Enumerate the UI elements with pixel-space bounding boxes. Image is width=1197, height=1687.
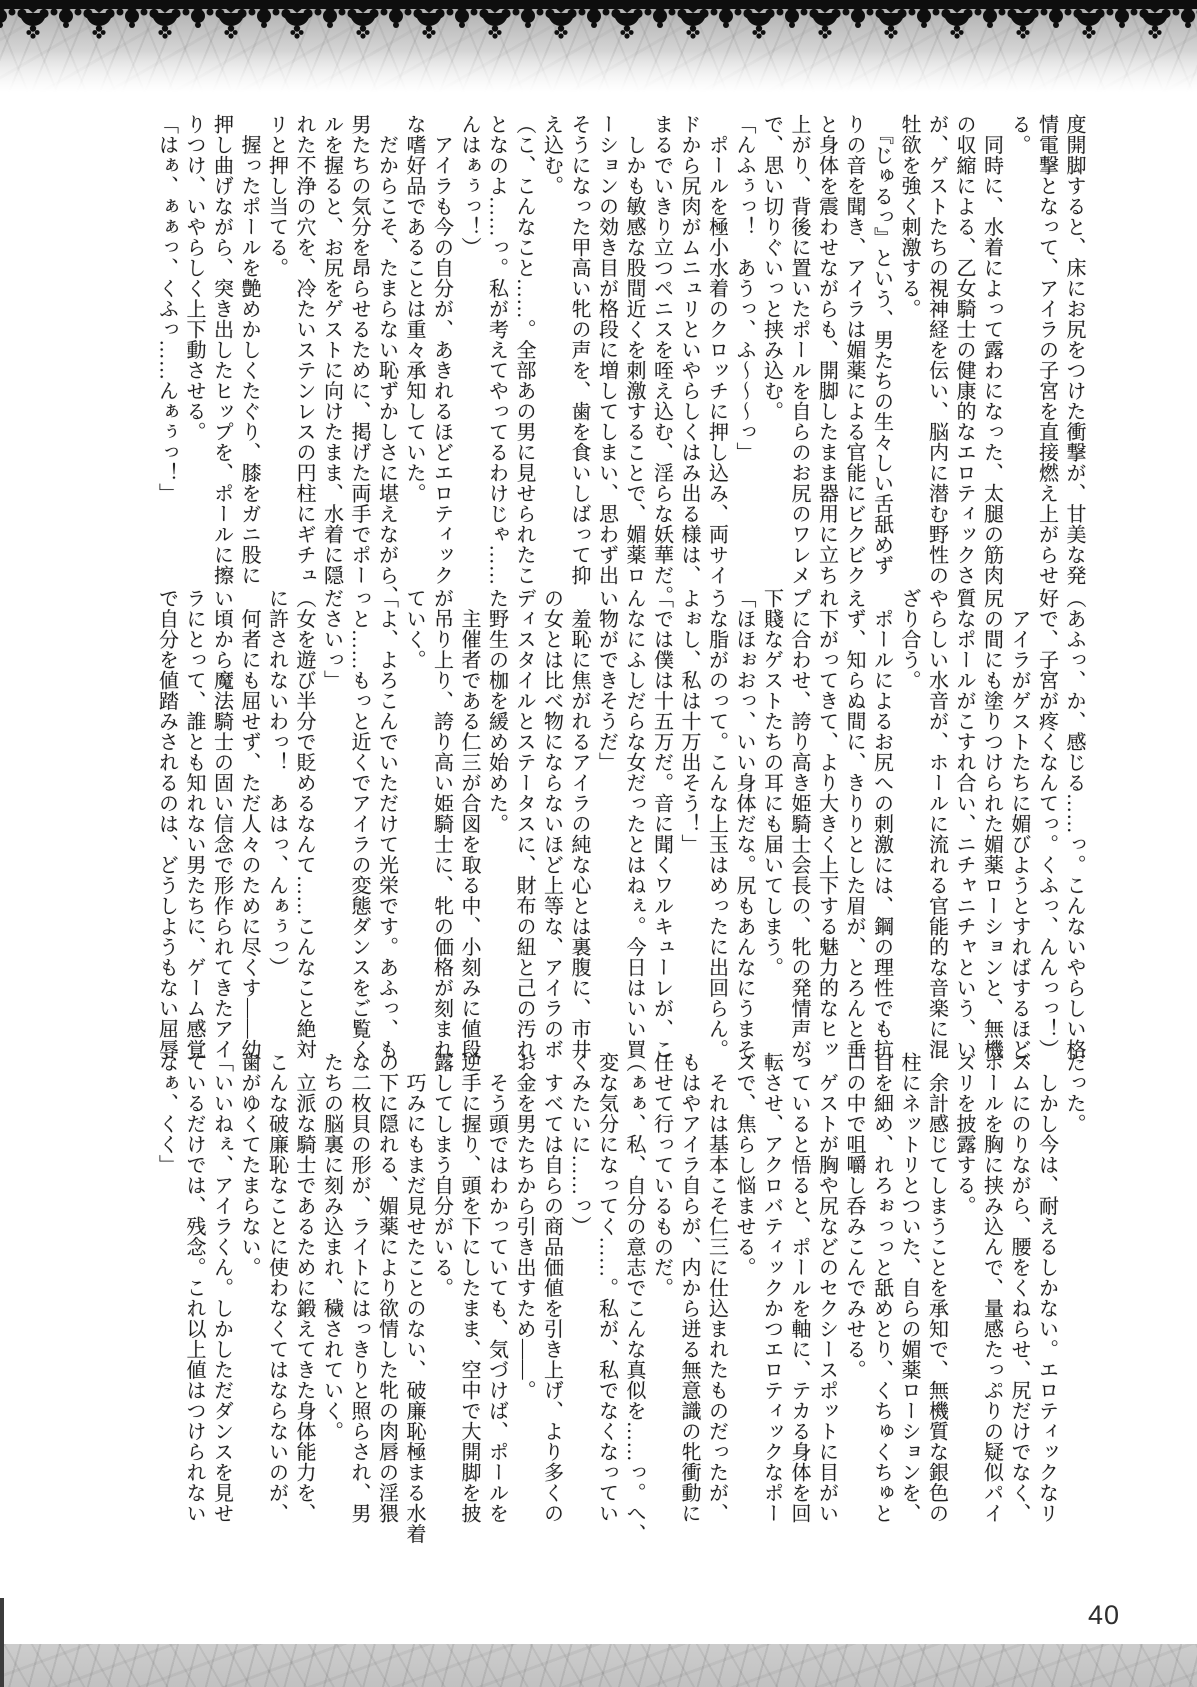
text-column: の女とは比べ物にならないほど上等な、アイラのボ [540, 588, 563, 1060]
text-column: ディスタイルとステータスに、財布の紐と己の汚れ [513, 588, 535, 1060]
text-column: え込む。 [540, 114, 563, 196]
text-column: た野生の枷を緩め始めた。 [485, 588, 508, 834]
text-column: い頃から魔法騎士の固い信念で形作られてきたアイ [210, 588, 233, 1060]
text-column: ラにとって、誰とも知れない男たちに、ゲーム感覚 [183, 588, 205, 1060]
text-column: たちの脳裏に刻み込まれ、穢されていく。 [320, 1052, 343, 1442]
text-column: りの音を聞き、アイラは媚薬による官能にビクビク [843, 114, 865, 586]
text-column: 巧みにもまだ見せたことのない、破廉恥極まる水着 [403, 1052, 425, 1544]
text-column: ているだけでは、残念。これ以上値はつけられない [183, 1052, 205, 1524]
text-column: もはやアイラ自らが、内から迸る無意識の牝衝動に [678, 1052, 700, 1524]
text-column: 逆手に握り、頭を下にしたまま、空中で大開脚を披 [458, 1052, 480, 1524]
text-column: うな脂がのって。こんな上玉はめったに出回らん。 [705, 588, 728, 1060]
text-column: （こ、こんなこと……。全部あの男に見せられたこ [513, 114, 535, 586]
text-column: が、ゲストたちの視神経を伝い、脳内に潜む野性の [925, 114, 948, 586]
text-column: なぁ、くく」 [155, 1052, 178, 1175]
text-column: 任せて行っているものだ。 [650, 1052, 673, 1298]
text-column: る。 [1008, 114, 1030, 155]
text-column: アイラがゲストたちに媚びようとすればするほど、 [1008, 588, 1030, 1080]
text-column: ていく。 [403, 588, 425, 670]
text-column: で、思い切りぐいっと挟み込む。 [760, 114, 783, 422]
text-column: （あふっ、か、感じる……っ。こんないやらしい格 [1063, 588, 1085, 1060]
text-column: が吊り上り、誇り高い姫騎士に、牝の価格が刻まれ [430, 588, 453, 1060]
page-number: 40 [1088, 1600, 1121, 1630]
text-column: 主催者である仁三が合図を取る中、小刻みに値段 [458, 588, 480, 1060]
text-column: っていると悟ると、ポールを軸に、テカる身体を回 [788, 1052, 810, 1524]
text-column: 「んふぅっ！ あうっ、ふ～～～っ」 [733, 114, 755, 463]
text-column: 尻の間にも塗りつけられた媚薬ローションと、無機 [980, 588, 1003, 1060]
text-column: アイラも今の自分が、あきれるほどエロティック [430, 114, 453, 586]
text-column: の収縮による、乙女騎士の健康的なエロティックさ [953, 114, 975, 586]
text-column: すべては自らの商品価値を引き上げ、より多くの [540, 1052, 563, 1524]
text-column: 同時に、水着によって露わになった、太腿の筋肉 [980, 114, 1003, 586]
text-column: に許されないわっ！ あはっ、んぁぅっ） [265, 588, 288, 978]
text-column: い物ができそうだ」 [595, 588, 618, 773]
text-column: 「はぁ、ぁぁっ、くふっ……んぁぅっ！」 [155, 114, 178, 504]
text-column: しかも敏感な股間近くを刺激することで、媚薬ロ [623, 114, 645, 586]
text-column: ドから尻肉がムニュリといやらしくはみ出る様は、 [678, 114, 700, 586]
text-column: な二枚貝の形が、ライトにはっきりと照らされ、男 [348, 1052, 370, 1524]
text-column: えず、知らぬ間に、きりりとした眉が、とろんと垂 [843, 588, 865, 1060]
text-column: 何者にも屈せず、ただ人々のために尽くす——幼 [238, 588, 260, 1060]
text-column: ゲストが胸や尻などのセクシースポットに目がい [815, 1052, 838, 1524]
text-column: 羞恥に焦がれるアイラの純な心とは裏腹に、市井 [568, 588, 590, 1060]
text-column: 露してしまう自分がいる。 [430, 1052, 453, 1298]
text-column: 転させ、アクロバティックかつエロティックなポー [760, 1052, 783, 1524]
text-column: な嗜好品であることは重々承知していた。 [403, 114, 425, 504]
text-column: だった。 [1063, 1052, 1085, 1134]
text-column: となのよ……っ。私が考えてやってるわけじゃ…… [485, 114, 508, 586]
text-column: 柱にネットリとついた、自らの媚薬ローションを、 [898, 1052, 920, 1524]
text-column: よぉし、私は十万出そう！」 [678, 588, 700, 855]
text-column: だからこそ、たまらない恥ずかしさに堪えながら、 [375, 114, 398, 606]
text-column: 質なポールがこすれ合い、ニチャニチャという、い [953, 588, 975, 1060]
text-column: ズで、焦らし悩ませる。 [733, 1052, 755, 1278]
page-edge-shadow [0, 1598, 4, 1687]
text-column: れ下がってきて、より大きく上下する魅力的なヒッ [815, 588, 838, 1060]
text-column: 「ほほぉおっ、いい身体だな。尻もあんなにうまそ [733, 588, 755, 1060]
text-column: リと押し当てる。 [265, 114, 288, 278]
lace-border-icon [0, 0, 1197, 40]
text-column: お金を男たちから引き出すため——。 [513, 1052, 535, 1401]
text-column: 「いいねぇ、アイラくん。しかしただダンスを見せ [210, 1052, 233, 1524]
text-column: こんな破廉恥なことに使わなくてはならないのが、 [265, 1052, 288, 1524]
text-column: ポールを極小水着のクロッチに押し込み、両サイ [705, 114, 728, 586]
text-column: 下賤なゲストたちの耳にも届いてしまう。 [760, 588, 783, 978]
text-column: そうになった甲高い牝の声を、歯を食いしばって抑 [568, 114, 590, 586]
text-column: んはぁぅっ！） [458, 114, 480, 258]
text-column: の下に隠れる、媚薬により欲情した牝の肉唇の淫猥 [375, 1052, 398, 1524]
text-column: ズリを披露する。 [953, 1052, 975, 1216]
text-column: 変な気分になってく……。私が、私でなくなってい [595, 1052, 618, 1524]
text-column: くみたいに……っ） [568, 1052, 590, 1237]
text-column: 目を細め、れろぉっっと舐めとり、くちゅくちゅと [870, 1052, 893, 1524]
text-column: 押し曲げながら、突き出したヒップを、ポールに擦 [210, 114, 233, 586]
text-column: それは基本こそ仁三に仕込まれたものだったが、 [705, 1052, 728, 1524]
text-column: 牡欲を強く刺激する。 [898, 114, 920, 319]
text-column: 情電撃となって、アイラの子宮を直接燃え上がらせ [1035, 114, 1058, 586]
text-column: 『じゅるっ』という、男たちの生々しい舌舐めず [870, 114, 893, 576]
paper-texture-bottom [0, 1644, 1197, 1687]
text-column: 好で、子宮が疼くなんてっ。くふっ、んんっっ！） [1035, 588, 1058, 1060]
text-column: 男たちの気分を昂らせるために、掲げた両手でポー [348, 114, 370, 586]
text-column: ーションの効き目が格段に増してしまい、思わず出 [595, 114, 618, 586]
text-column: そう頭ではわかっていても、気づけば、ポールを [485, 1052, 508, 1524]
text-block-top [139, 114, 1087, 606]
text-column: んなにふしだらな女だったとはねぇ。今日はいい買 [623, 588, 645, 1060]
text-column: と身体を震わせながらも、開脚したまま器用に立ち [815, 114, 838, 586]
text-column: 上がり、背後に置いたポールを自らのお尻のワレメ [788, 114, 810, 586]
text-column: ざり合う。 [898, 588, 920, 691]
text-column: りつけ、いやらしく上下動させる。 [183, 114, 205, 442]
text-column: まるでいきり立つペニスを咥え込む、淫らな妖華だ。 [650, 114, 673, 606]
text-column: ルを握ると、お尻をゲストに向けたまま、水着に隠 [320, 114, 343, 586]
text-column: （女を遊び半分で貶めるなんて……こんなこと絶対 [293, 588, 315, 1060]
text-column: プに合わせ、誇り高き姫騎士会長の、牝の発情声が、 [788, 588, 810, 1080]
text-column: 口の中で咀嚼し呑みこんでみせる。 [843, 1052, 865, 1380]
text-column: やらしい水音が、ホールに流れる官能的な音楽に混 [925, 588, 948, 1060]
text-column: （ぁぁ、私、自分の意志でこんな真似を……っ。へ、 [623, 1052, 645, 1544]
text-column: 歯がゆくてたまらない。 [238, 1052, 260, 1278]
text-column: 立派な騎士であるために鍛えてきた身体能力を、 [293, 1052, 315, 1524]
text-column: ポールによるお尻への刺激には、鋼の理性でも抗 [870, 588, 893, 1060]
text-column: 「では僕は十五万だ。音に聞くワルキューレが、こ [650, 588, 673, 1060]
text-column: 余計感じてしまうことを承知で、無機質な銀色の [925, 1052, 948, 1524]
text-column: で自分を値踏みされるのは、どうしようもない屈辱 [155, 588, 178, 1060]
text-block-bottom [139, 1052, 1087, 1544]
text-column: しかし今は、耐えるしかない。エロティックなリ [1035, 1052, 1058, 1524]
text-column: れた不浄の穴を、冷たいステンレスの円柱にギチュ [293, 114, 315, 586]
text-column: 「よ、よろこんでいただけて光栄です。あふっ、も [375, 588, 398, 1060]
text-block-middle [139, 588, 1087, 1080]
text-column: っと……もっと近くでアイラの変態ダンスをご覧く [348, 588, 370, 1060]
text-column: 握ったポールを艶めかしくたぐり、膝をガニ股に [238, 114, 260, 586]
text-column: ポールを胸に挟み込んで、量感たっぷりの疑似パイ [980, 1052, 1003, 1524]
text-column: 度開脚すると、床にお尻をつけた衝撃が、甘美な発 [1063, 114, 1085, 586]
text-column: ださいっ」 [320, 588, 343, 691]
text-column: ズムにのりながら、腰をくねらせ、尻だけでなく、 [1008, 1052, 1030, 1524]
